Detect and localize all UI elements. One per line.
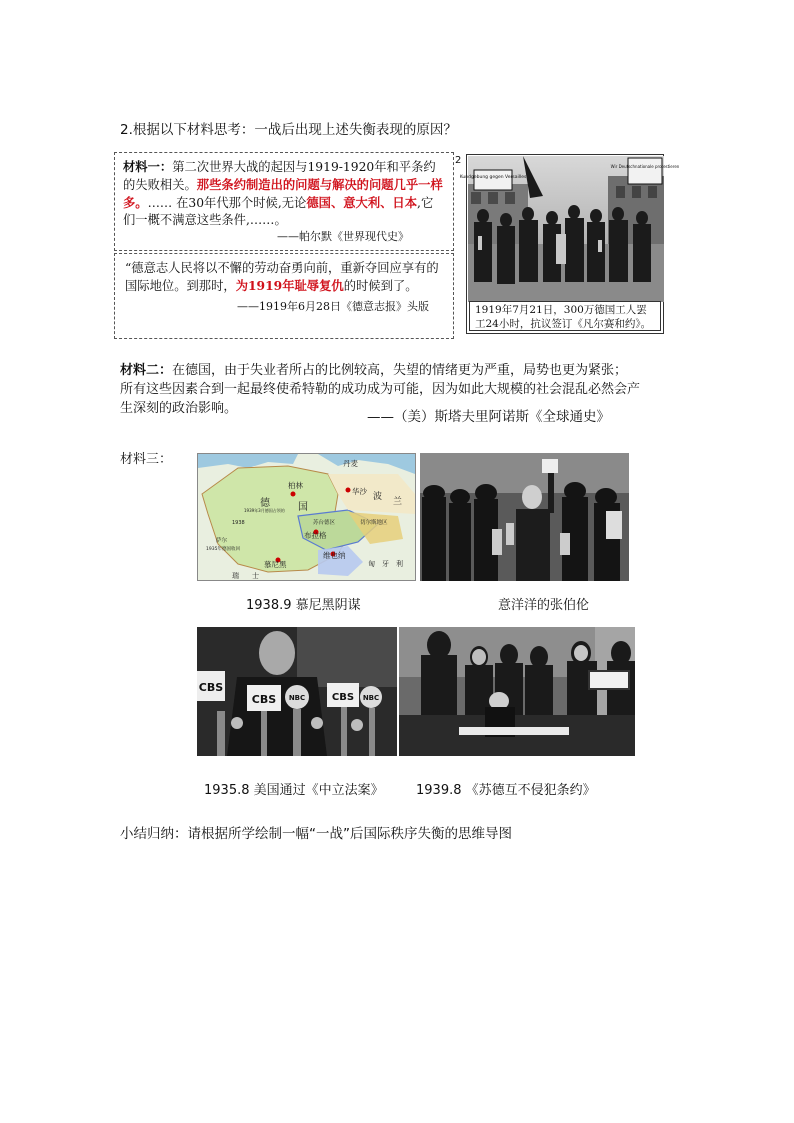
map-label-saar: 萨尔 <box>216 538 228 544</box>
map-label-1935: 1935年德国收回 <box>206 547 240 552</box>
mic-label-5: NBC <box>362 694 380 702</box>
quote-part-b: 的时候到了。 <box>343 279 418 293</box>
map-label-warsaw: 华沙 <box>352 487 367 496</box>
map-label-de: 德 <box>260 498 270 509</box>
question-heading: 2.根据以下材料思考：一战后出现上述失衡表现的原因？ <box>120 122 457 138</box>
map-label-vienna: 维也纳 <box>323 551 346 560</box>
material-two-label: 材料二： <box>120 363 173 378</box>
map-label-1938: 1938 <box>232 520 245 526</box>
mic-label-2: CBS <box>251 693 277 706</box>
map-label-guo: 国 <box>298 502 308 513</box>
material-two-source: ——（美）斯塔夫里阿诺斯《全球通史》 <box>367 409 610 425</box>
map-label-prague: 布拉格 <box>304 531 327 540</box>
material-one-label: 材料一： <box>123 159 173 174</box>
material-one-part-c: ,它们一概不满意这些条件,……。 <box>123 196 434 227</box>
side-number: 2 <box>455 155 462 166</box>
caption-nonaggression-pact: 1939.8 《苏德互不侵犯条约》 <box>416 783 596 798</box>
material-one-source: ——帕尔默《世界现代史》 <box>277 230 409 243</box>
chamberlain-photo-image <box>420 453 629 581</box>
munich-map-image <box>198 454 415 580</box>
roosevelt-photo <box>197 627 397 756</box>
map-label-lan: 兰 <box>393 497 403 507</box>
munich-map <box>197 453 416 581</box>
newspaper-quote-source: ——1919年6月28日《德意志报》头版 <box>237 300 429 313</box>
map-label-berlin: 柏林 <box>288 481 303 490</box>
material-one-text <box>123 158 445 229</box>
quote-part-a: “德意志人民将以不懈的劳动奋勇向前，重新夺回应享有的国际地位。到那时， <box>125 261 439 293</box>
map-label-region: 切尔斯地区 <box>360 520 388 526</box>
map-label-munich: 慕尼黑 <box>264 560 287 569</box>
protest-photo-caption: 1919年7月21日，300万德国工人罢工24小时，抗议签订《凡尔赛和约》。 <box>469 301 661 331</box>
caption-munich: 1938.9 慕尼黑阴谋 <box>246 598 361 613</box>
caption-chamberlain: 意洋洋的张伯伦 <box>498 598 590 613</box>
mic-label-4: NBC <box>288 694 306 702</box>
map-label-sudetenland: 苏台德区 <box>313 520 336 526</box>
quote-highlight: 为1919年耻辱复仇 <box>235 278 344 293</box>
summary-prompt: 小结归纳：请根据所学绘制一幅“一战”后国际秩序失衡的思维导图 <box>120 826 512 842</box>
material-three-label: 材料三： <box>120 452 173 467</box>
map-label-li: 利 <box>396 560 403 568</box>
map-label-ya: 牙 <box>382 560 389 568</box>
map-label-bo: 波 <box>373 492 383 502</box>
map-label-denmark: 丹麦 <box>343 459 358 468</box>
material-one-part-b: …… 在30年代那个时候,无论 <box>147 196 307 210</box>
material-two-body: 在德国，由于失业者所占的比例较高，失望的情绪更为严重，局势也更为紧张；所有这些因素合到一起最终使希特勒的成功成为可能，因为如此大规模的社会混乱必然会产生深刻的政治影响。 <box>120 363 641 416</box>
map-label-rui: 瑞 <box>232 572 239 580</box>
protest-photo-image <box>459 156 680 302</box>
map-label-shi: 士 <box>252 572 259 580</box>
chamberlain-photo <box>420 453 629 581</box>
material-one-countries: 德国、意大利、日本 <box>306 195 418 210</box>
material-one-highlight: 那些条约制造出的问题与解决的问题几乎一样多。 <box>123 177 443 210</box>
material-one-part-a: 第二次世界大战的起因与1919-1920年和平条约的失败相关。 <box>123 160 436 192</box>
mic-label-1: CBS <box>198 681 224 694</box>
protest-sign-right: Wir Deutschnationale protestieren <box>610 164 680 169</box>
map-label-annotation: 1939年3月德国占领的 <box>244 508 285 513</box>
protest-photo <box>459 154 680 334</box>
newspaper-quote-text <box>125 260 443 295</box>
roosevelt-photo-image <box>197 627 397 756</box>
map-label-xiong: 匈 <box>368 560 375 568</box>
pact-signing-photo <box>399 627 635 756</box>
caption-neutrality-act: 1935.8 美国通过《中立法案》 <box>204 783 384 798</box>
pact-signing-photo-image <box>399 627 635 756</box>
newspaper-quote-box <box>114 253 454 339</box>
mic-label-3: CBS <box>331 692 355 703</box>
protest-sign-left: Kundgebung gegen Versailles <box>459 175 527 180</box>
material-one-box <box>114 152 454 251</box>
